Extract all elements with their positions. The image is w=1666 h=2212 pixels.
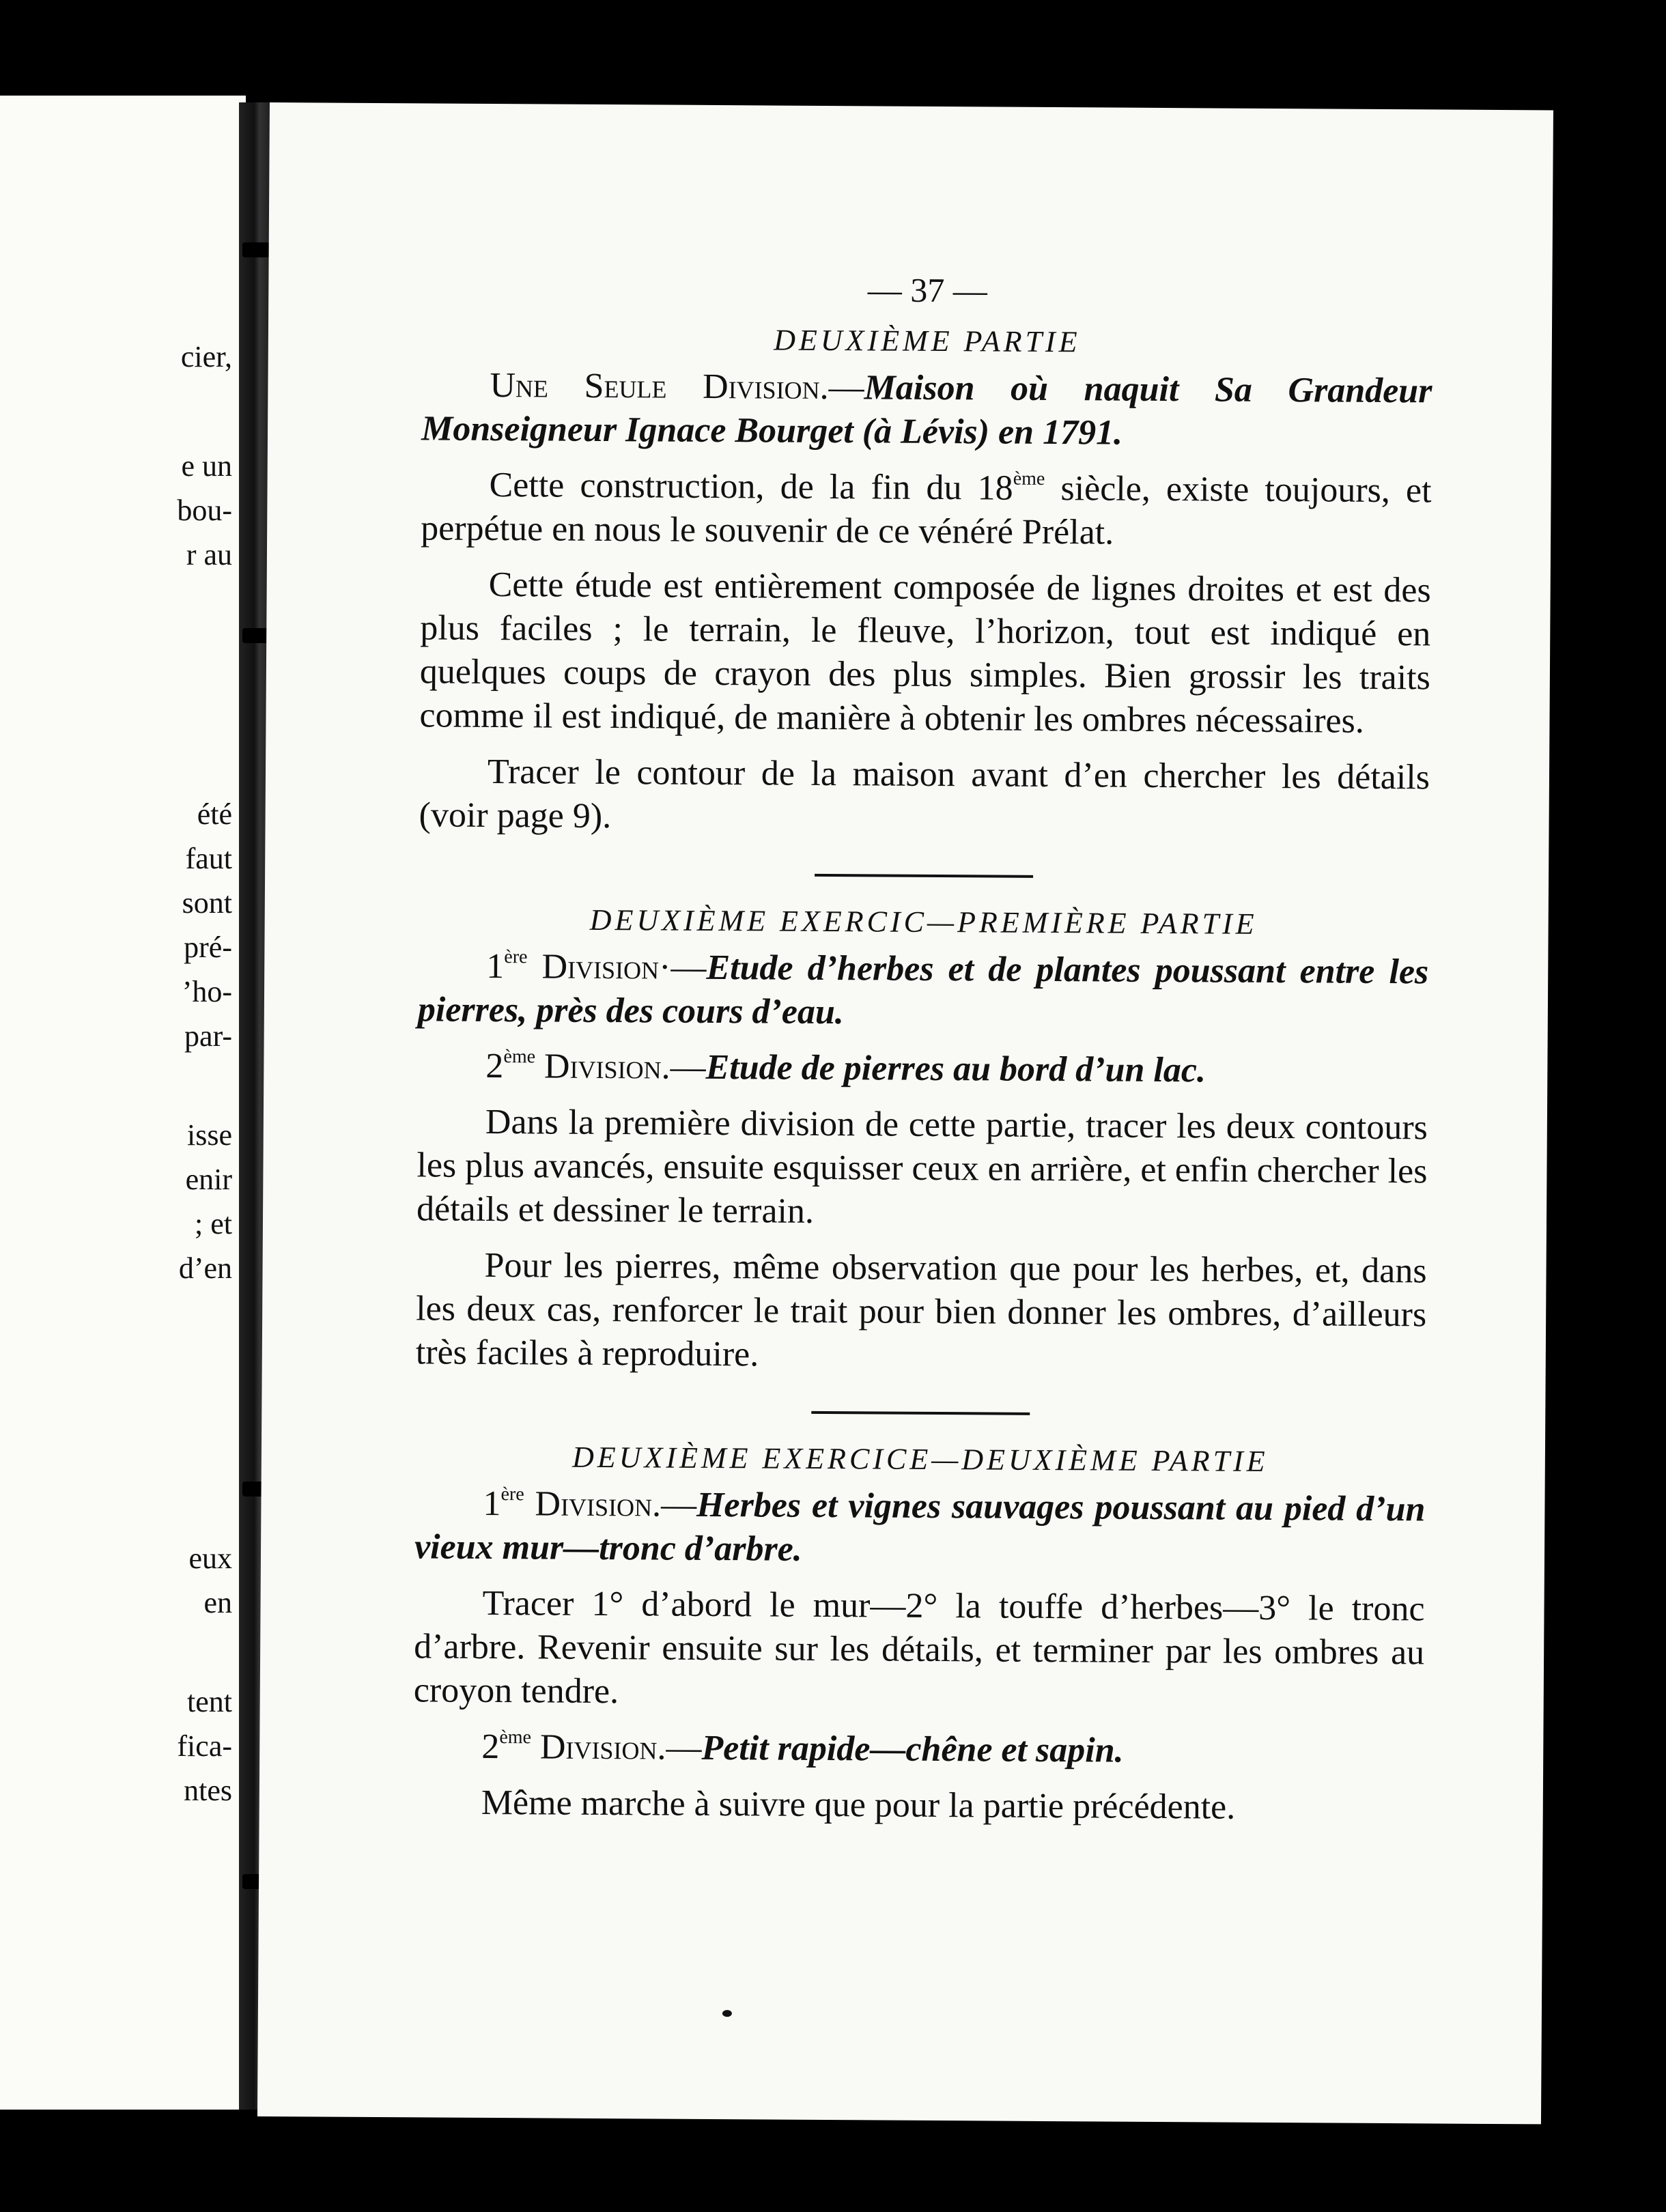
division-label: Une Seule Division.: [490, 365, 829, 408]
left-fragment: ’ho-: [182, 975, 232, 1008]
division-label: Division: [527, 947, 660, 987]
section-heading: DEUXIÈME EXERCICE—DEUXIÈME PARTIE: [571, 1440, 1269, 1478]
division-entry: [414, 1481, 1426, 1575]
superscript: ère: [504, 946, 528, 968]
page-37: [257, 102, 1553, 2124]
left-fragment: d’en: [178, 1251, 232, 1285]
division-number: 2: [481, 1727, 500, 1767]
division-number: 1: [483, 1484, 501, 1524]
dash: —: [670, 1047, 706, 1087]
paragraph: Pour les pierres, même observation que pour les herbes, et, dans les deux cas, renforcer le trait pour bien donner les ombres, d’ailleurs très faciles à reproduire.: [415, 1245, 1427, 1374]
left-fragment: faut: [185, 842, 232, 875]
left-fragment: isse: [187, 1118, 232, 1152]
dash: —: [666, 1728, 702, 1768]
paragraph: [421, 463, 1432, 556]
division-title: Etude de pierres au bord d’un lac.: [705, 1047, 1206, 1090]
paragraph: Cette étude est entièrement composée de lignes droites et est des plus faciles ; le terrain, le fleuve, l’horizon, tout est indiqué en quelques coups de crayon des plus simples. Bien grossir les traits comme il est indiqué, de manière à obtenir les ombres nécessaires.: [419, 565, 1431, 741]
left-fragment: ; et: [195, 1207, 232, 1240]
superscript: ème: [499, 1727, 532, 1748]
division-number: 1: [486, 946, 505, 987]
left-fragment: enir: [185, 1163, 232, 1196]
section-divider: [811, 1411, 1030, 1415]
left-fragment: cier,: [180, 340, 232, 373]
paragraph: Tracer 1° d’abord le mur—2° la touffe d’herbes—3° le tronc d’arbre. Revenir ensuite sur les détails, et terminer par les ombres au croyon tendre.: [413, 1583, 1425, 1712]
section-heading: DEUXIÈME EXERCIC—PREMIÈRE PARTIE: [589, 903, 1258, 941]
division-label: Division.: [524, 1484, 662, 1525]
division-title: Herbes et vignes sauvages poussant au pied d’un vieux mur—tronc d’arbre.: [414, 1485, 1426, 1569]
paragraph-text: Cette construction, de la fin du 18: [489, 465, 1013, 508]
division-entry: [418, 944, 1429, 1038]
paragraph-text: siècle, existe toujours, et perpétue en nous le souvenir de ce vénéré Prélat.: [421, 468, 1432, 552]
left-fragment: bou-: [177, 494, 232, 527]
division-title: Etude d’herbes et de plantes poussant entre les pierres, près des cours d’eau.: [417, 948, 1429, 1032]
dash: ·—: [658, 948, 707, 987]
division-title: Petit rapide—chêne et sapin.: [701, 1728, 1124, 1770]
dash: —: [828, 368, 864, 408]
left-fragment: ntes: [184, 1774, 232, 1807]
division-number: 2: [485, 1046, 504, 1086]
paragraph: Dans la première division de cette partie, tracer les deux contours les plus avancés, ensuite esquisser ceux en arrière, et enfin chercher les détails et dessiner le terrain.: [416, 1102, 1428, 1231]
division-entry: [413, 1725, 1424, 1774]
ink-speck: [722, 2010, 732, 2017]
binding-stitch: [242, 242, 270, 257]
division-entry: [421, 363, 1432, 457]
left-fragment: fica-: [177, 1729, 232, 1763]
left-fragment: e un: [181, 449, 232, 483]
division-label: Division.: [531, 1727, 666, 1768]
binding-stitch: [242, 628, 270, 643]
superscript: ème: [1013, 468, 1045, 490]
left-fragment: pré-: [184, 931, 232, 964]
section-heading: DEUXIÈME PARTIE: [774, 323, 1081, 359]
paragraph: Tracer le contour de la maison avant d’en chercher les détails (voir page 9).: [419, 752, 1430, 836]
left-fragment: tent: [187, 1685, 232, 1718]
left-fragment: eux: [188, 1542, 232, 1575]
left-fragment: par-: [184, 1019, 232, 1053]
left-fragment: été: [197, 797, 232, 831]
left-fragment: r au: [186, 538, 232, 571]
superscript: ère: [500, 1484, 524, 1505]
previous-page-fragment: [0, 96, 246, 2110]
left-fragment: sont: [182, 886, 232, 920]
page-body: [412, 267, 1432, 1843]
superscript: ème: [503, 1046, 536, 1068]
division-label: Division.: [535, 1047, 670, 1087]
paragraph: Même marche à suivre que pour la partie précédente.: [481, 1783, 1236, 1827]
page-number: — 37 —: [867, 270, 988, 310]
division-title: Maison où naquit Sa Grandeur Monseigneur Ignace Bourget (à Lévis) en 1791.: [421, 368, 1432, 453]
division-entry: [417, 1044, 1428, 1094]
left-fragment: en: [203, 1586, 232, 1619]
section-divider: [815, 874, 1033, 878]
dash: —: [660, 1485, 697, 1525]
